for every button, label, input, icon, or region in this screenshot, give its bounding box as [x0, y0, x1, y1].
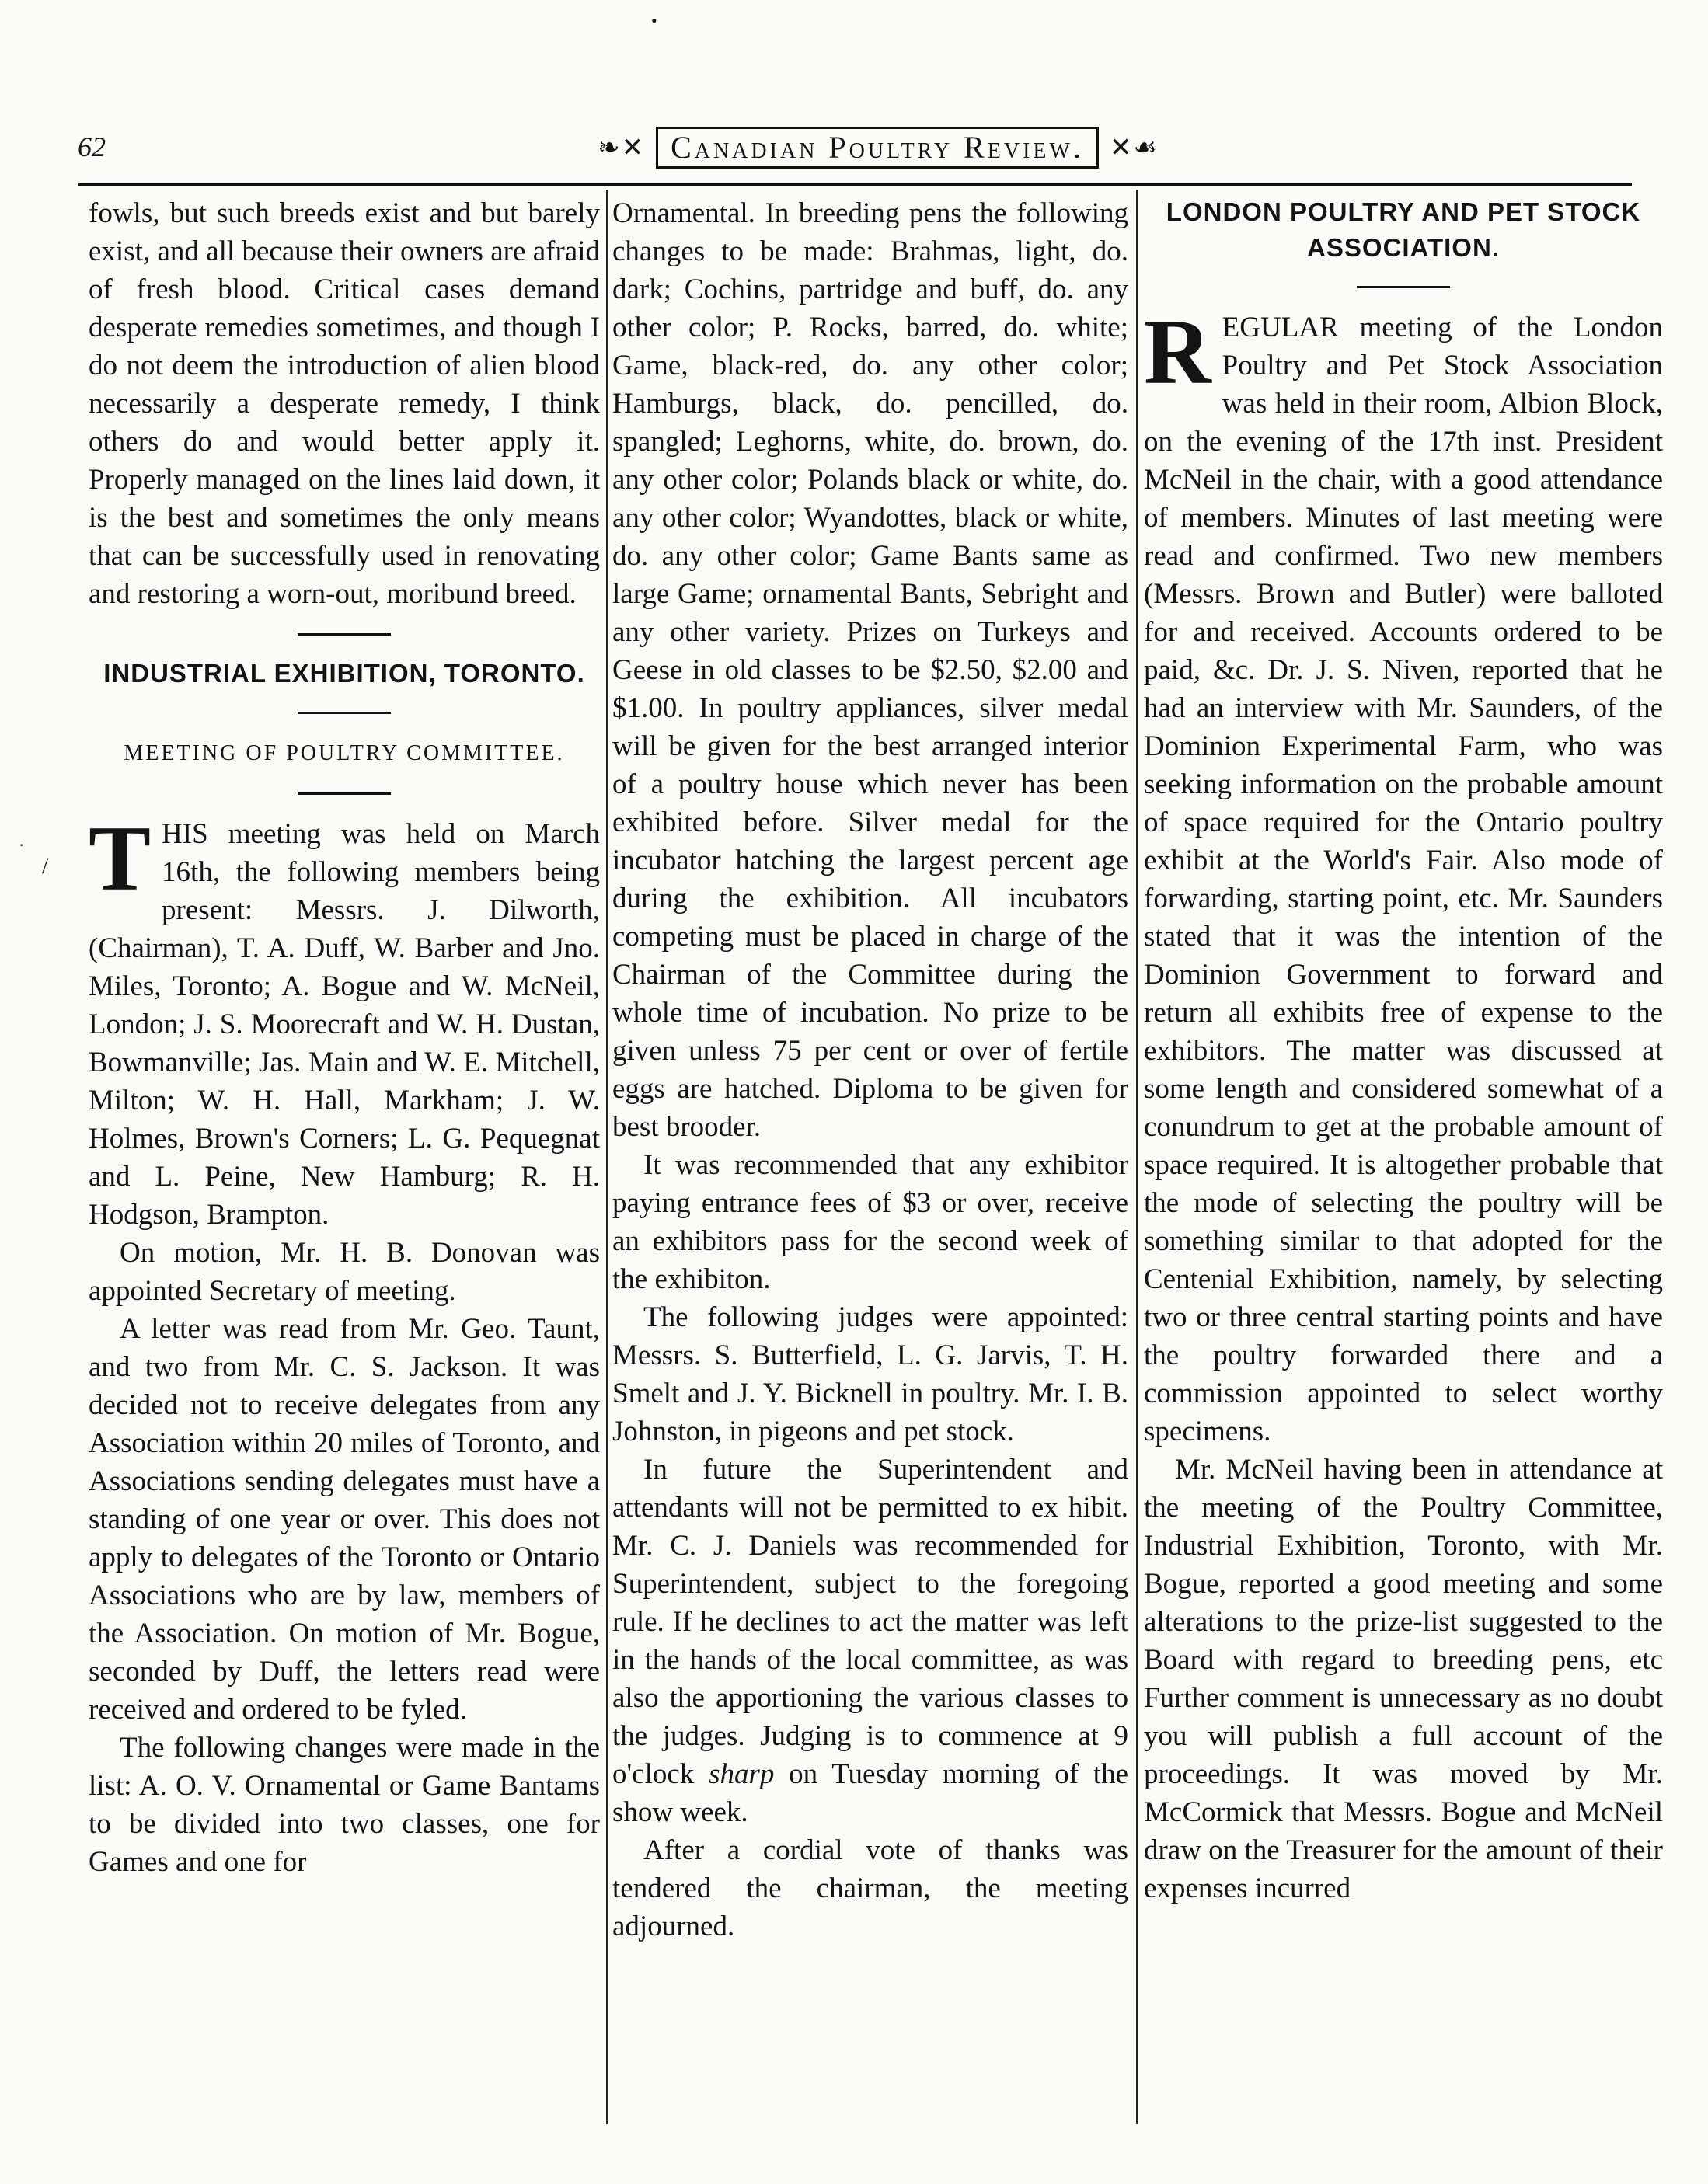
article-paragraph: The following changes were made in the list: A. O. V. Ornamental or Game Bantams to be divided into two classes, one for Games and one for — [89, 1732, 600, 1878]
paragraph-text: In future the Superintendent and attendants will not be permitted to ex hibit. Mr. C. J. Daniels was recommended for Superintendent, subject to the foregoing rule. If he declines to act the matter was left in the hands of the local committee, as was also the apportioning the various classes to the judges. Judging is to commence at 9 o'clock — [612, 1454, 1128, 1790]
ornament-left-icon: ❧✕ — [598, 134, 646, 162]
article-heading: LONDON POULTRY AND PET STOCK ASSOCIATION. — [1166, 197, 1641, 262]
column-3 — [1144, 194, 1663, 1907]
column-1 — [89, 194, 600, 1881]
margin-mark: · — [19, 835, 25, 855]
article-heading: INDUSTRIAL EXHIBITION, TORONTO. — [103, 659, 585, 688]
column-divider-2 — [1136, 190, 1138, 2124]
subheading-divider — [298, 792, 391, 795]
page-number: 62 — [78, 131, 106, 162]
heading-divider — [298, 712, 391, 714]
column-divider-1 — [606, 190, 608, 2124]
paragraph-text: on Tuesday morning of the show week. — [612, 1758, 1128, 1828]
print-speck: • — [651, 11, 657, 30]
masthead — [575, 117, 1181, 179]
header-rule — [78, 183, 1632, 186]
article-subheading: MEETING OF POULTRY COMMITTEE. — [124, 741, 565, 765]
article-paragraph — [89, 806, 600, 1234]
section-divider — [298, 633, 391, 636]
lead-word: EGULAR — [1222, 312, 1339, 343]
margin-slash-mark: / — [42, 853, 49, 879]
article-paragraph: A letter was read from Mr. Geo. Taunt, and two from Mr. C. S. Jackson. It was decided not to receive delegates from any Association within 20 miles of Toronto, and Associations sending delegates must have a standing of one year or over. This does not apply to delegates of the Toronto or Ontario Associations who are by law, members of the Association. On motion of Mr. Bogue, seconded by Duff, the letters read were received and ordered to be fyled. — [89, 1313, 600, 1726]
heading-divider — [1357, 286, 1450, 288]
drop-cap: R — [1144, 300, 1211, 403]
article-paragraph: Mr. McNeil having been in attendance at the meeting of the Poultry Committee, Industrial Exhibition, Toronto, with Mr. Bogue, reported a good meeting and some alterations to the prize-list suggested to the Board with regard to breeding pens, etc Further comment is unnecessary as no doubt you will publish a full account of the proceedings. It was moved by Mr. McCormick that Messrs. Bogue and McNeil draw on the Treasurer for the amount of their expenses incurred — [1144, 1454, 1663, 1904]
article-paragraph: It was recommended that any exhibitor paying entrance fees of $3 or over, receive an exhibitors pass for the second week of the exhibiton. — [612, 1149, 1128, 1295]
article-paragraph — [1144, 300, 1663, 1451]
drop-cap: T — [89, 806, 152, 910]
article-continuation: fowls, but such breeds exist and but barely exist, and all because their owners are afraid of fresh blood. Critical cases demand desperate remedies sometimes, and though I do not deem the introduction of alien blood necessarily a desperate remedy, I think others do and would better apply it. Properly managed on the lines laid down, it is the best and sometimes the only means that can be successfully used in renovating and restoring a worn-out, moribund breed. — [89, 197, 600, 610]
lead-word: HIS — [162, 818, 208, 850]
paragraph-text: meeting was held on March 16th, the following members being present: Messrs. J. Dilworth, (Chairman), T. A. Duff, W. Barber and Jno. Miles, Toronto; A. Bogue and W. McNeil, London; J. S. Moorecraft and W. H. Dustan, Bowmanville; Jas. Main and W. E. Mitchell, Milton; W. H. Hall, Markham; J. W. Holmes, Brown's Corners; L. G. Pequegnat and L. Peine, New Hamburg; R. H. Hodgson, Brampton. — [89, 818, 600, 1231]
article-paragraph: On motion, Mr. H. B. Donovan was appointed Secretary of meeting. — [89, 1237, 600, 1307]
ornament-right-icon: ✕☙ — [1109, 134, 1159, 162]
article-paragraph: The following judges were appointed: Messrs. S. Butterfield, L. G. Jarvis, T. H. Smelt and J. Y. Bicknell in poultry. Mr. I. B. Johnston, in pigeons and pet stock. — [612, 1301, 1128, 1447]
paragraph-text: meeting of the London Poultry and Pet Stock Association was held in their room, Albion Block, on the evening of the 17th inst. President McNeil in the chair, with a good attendance of members. Minutes of last meeting were read and confirmed. Two new members (Messrs. Brown and Butler) were balloted for and received. Accounts ordered to be paid, &c. Dr. J. S. Niven, reported that he had an interview with Mr. Saunders, of the Dominion Experimental Farm, who was seeking information on the probable amount of space required for the Ontario poultry exhibit at the World's Fair. Also mode of forwarding, starting point, etc. Mr. Saunders stated that it was the intention of the Dominion Government to forward and return all exhibits free of expense to the exhibitors. The matter was discussed at some length and considered somewhat of a conundrum to get at the probable amount of space required. It is altogether probable that the mode of selecting the poultry will be something similar to that adopted for the Centenial Exhibition, namely, by selecting two or three central starting points and have the poultry forwarded there and a commission appointed to select worthy specimens. — [1144, 312, 1663, 1447]
column-2 — [612, 194, 1128, 1945]
masthead-title: Canadian Poultry Review. — [656, 127, 1099, 169]
article-continuation: Ornamental. In breeding pens the following changes to be made: Brahmas, light, do. dark; Cochins, partridge and buff, do. any other color; P. Rocks, barred, do. white; Game, black-red, do. any other color; Hamburgs, black, do. pencilled, do. spangled; Leghorns, white, do. brown, do. any other color; Polands black or white, do. any other color; Wyandottes, black or white, do. any other color; Game Bants same as large Game; ornamental Bants, Sebright and any other variety. Prizes on Turkeys and Geese in old classes to be $2.50, $2.00 and $1.00. In poultry appliances, silver medal will be given for the best arranged interior of a poultry house which never has been exhibited before. Silver medal for the incubator hatching the largest percent age during the exhibition. All incubators competing must be placed in charge of the Chairman of the Committee during the whole time of incubation. No prize to be given unless 75 per cent or over of fertile eggs are hatched. Diploma to be given for best brooder. — [612, 197, 1128, 1143]
article-paragraph — [612, 1451, 1128, 1831]
emphasis-text: sharp — [709, 1758, 775, 1790]
article-paragraph: After a cordial vote of thanks was tendered the chairman, the meeting adjourned. — [612, 1834, 1128, 1942]
